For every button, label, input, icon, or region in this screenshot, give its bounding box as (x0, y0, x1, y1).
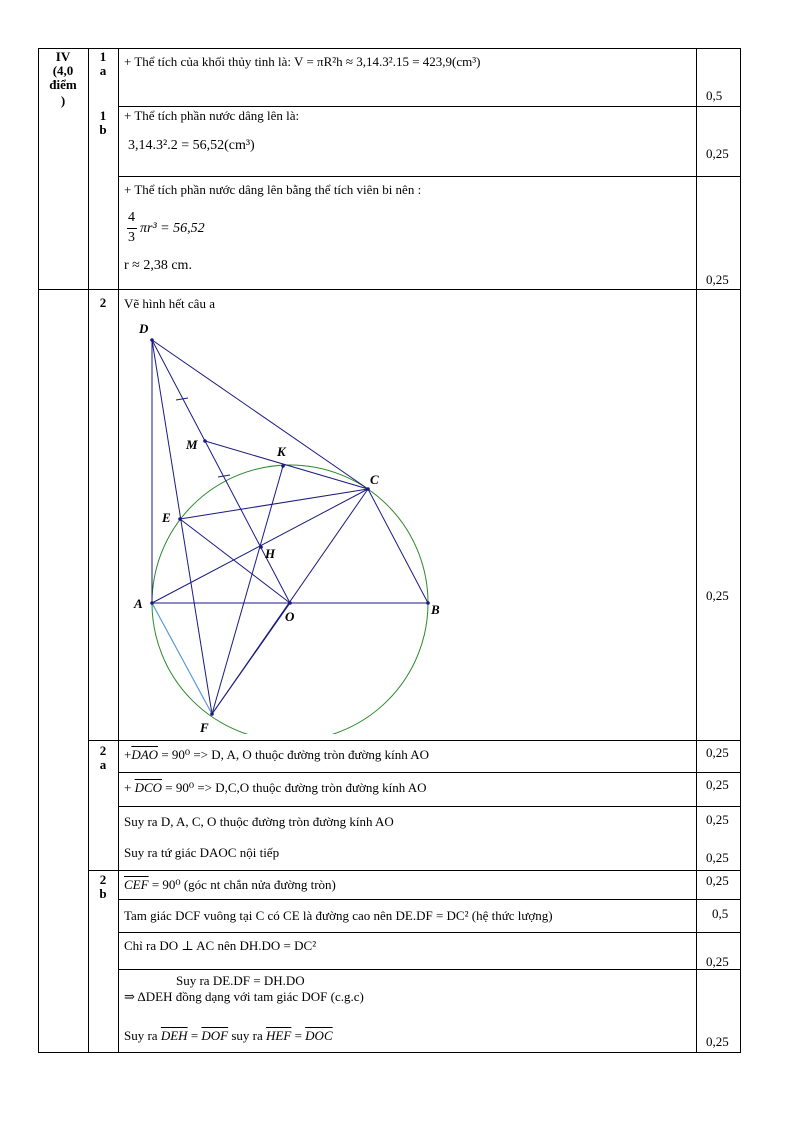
question-number: 1 (99, 49, 107, 64)
point-K (281, 464, 285, 468)
fraction-bar (127, 228, 137, 229)
label-M: M (186, 437, 198, 452)
prefix: + (124, 780, 135, 795)
label-K: K (277, 444, 286, 459)
score: 0,25 (706, 588, 729, 603)
point-M (203, 439, 207, 443)
answer-text: + Thể tích của khối thủy tinh là: V = πR²h ≈ 3,14.3².15 = 423,9(cm³) (124, 54, 481, 69)
label-E: E (162, 510, 171, 525)
row-divider (88, 870, 741, 871)
answer-text: Suy ra DE.DF = DH.DO (176, 973, 305, 988)
label-O: O (285, 609, 295, 624)
answer-text (124, 877, 336, 893)
question-number: 2 (99, 295, 107, 310)
score: 0,25 (706, 272, 729, 287)
section-roman: IV (55, 49, 71, 64)
angle: $\overline{DEH}$ (160, 1028, 188, 1043)
angle: $\overline{HEF}$ (266, 1028, 292, 1043)
answer-formula: 3,14.3².2 = 56,52(cm³) (128, 138, 255, 153)
answer-rest: = 90⁰ (góc nt chắn nửa đường tròn) (148, 877, 336, 892)
label-B: B (431, 602, 440, 617)
answer-text: + Thể tích phần nước dâng lên bằng thể tích viên bi nên : (124, 182, 422, 197)
score: 0,25 (706, 954, 729, 969)
segment-MC (205, 441, 368, 489)
answer-text (124, 780, 427, 796)
fraction-numerator: 4 (128, 210, 135, 225)
text-part: = (187, 1028, 202, 1043)
col-divider (118, 48, 119, 1053)
row-divider (118, 899, 741, 900)
score: 0,25 (706, 146, 729, 161)
segment-DC (152, 340, 368, 489)
table-left-border (38, 48, 39, 1053)
answer-text: Vẽ hình hết câu a (124, 296, 215, 311)
point-E (178, 517, 182, 521)
answer-text: Chỉ ra DO ⊥ AC nên DH.DO = DC² (124, 938, 317, 953)
row-divider (38, 289, 741, 290)
point-F (210, 712, 214, 716)
col-divider (88, 48, 89, 1053)
question-sub: a (99, 757, 107, 772)
angle: $\overline{CEF}$ (124, 877, 149, 892)
answer-text: + Thể tích phần nước dâng lên là: (124, 108, 300, 123)
answer-text (124, 747, 429, 763)
answer-formula: πr³ = 56,52 (140, 221, 205, 236)
score: 0,25 (706, 1034, 729, 1049)
segment-CB (368, 489, 428, 603)
row-divider (118, 772, 741, 773)
answer-text: ⇒ ΔDEH đồng dạng với tam giác DOF (c.g.c) (124, 989, 364, 1004)
section-points-close: ) (60, 93, 66, 108)
question-number: 2 (99, 743, 107, 758)
row-divider (118, 176, 741, 177)
row-divider (118, 106, 741, 107)
label-C: C (370, 472, 379, 487)
answer-text (124, 1028, 333, 1044)
row-divider (118, 932, 741, 933)
answer-text: Tam giác DCF vuông tại C có CE là đường cao nên DE.DF = DC² (hệ thức lượng) (124, 908, 553, 923)
label-A: A (134, 596, 143, 611)
segment-OF (212, 603, 290, 714)
tick-mark (176, 398, 188, 400)
answer-rest: = 90⁰ => D, A, O thuộc đường tròn đường kính AO (158, 747, 430, 762)
point-O (288, 601, 292, 605)
question-number: 2 (99, 872, 107, 887)
score: 0,5 (706, 88, 723, 103)
point-B (426, 601, 430, 605)
label-H: H (265, 546, 276, 561)
answer-formula: r ≈ 2,38 cm. (124, 258, 192, 273)
score: 0,25 (706, 850, 729, 865)
point-C (366, 487, 370, 491)
section-points-unit: điểm (49, 77, 77, 92)
row-divider (118, 969, 741, 970)
angle: $\overline{DCO}$ (134, 780, 163, 795)
answer-text: Suy ra tứ giác DAOC nội tiếp (124, 845, 280, 860)
geometry-figure (120, 312, 660, 738)
row-divider (88, 740, 741, 741)
fraction-denominator: 3 (128, 230, 135, 245)
col-divider (696, 48, 697, 1053)
table-bottom-border (38, 1052, 741, 1053)
angle: $\overline{DAO}$ (131, 747, 159, 762)
score: 0,25 (706, 812, 729, 827)
question-number: 1 (99, 108, 107, 123)
point-D (150, 338, 154, 342)
text-part: suy ra (228, 1028, 267, 1043)
point-A (150, 601, 154, 605)
answer-text: Suy ra D, A, C, O thuộc đường tròn đường kính AO (124, 814, 394, 829)
score: 0,25 (706, 873, 729, 888)
angle: $\overline{DOF}$ (201, 1028, 229, 1043)
label-D: D (139, 321, 149, 336)
question-sub: b (99, 122, 107, 137)
question-sub: a (99, 63, 107, 78)
answer-rest: = 90⁰ => D,C,O thuộc đường tròn đường kính AO (162, 780, 427, 795)
section-points: (4,0 (52, 63, 74, 78)
row-divider (118, 806, 741, 807)
text-part: = (291, 1028, 306, 1043)
table-top-border (38, 48, 741, 49)
score: 0,25 (706, 777, 729, 792)
angle: $\overline{DOC}$ (305, 1028, 333, 1043)
segment-EO (180, 519, 290, 603)
text-part: Suy ra (124, 1028, 161, 1043)
table-right-border (740, 48, 741, 1053)
label-F: F (200, 720, 209, 735)
point-H (259, 545, 263, 549)
score: 0,5 (712, 906, 729, 921)
prefix: + (124, 747, 132, 762)
question-sub: b (99, 886, 107, 901)
score: 0,25 (706, 745, 729, 760)
